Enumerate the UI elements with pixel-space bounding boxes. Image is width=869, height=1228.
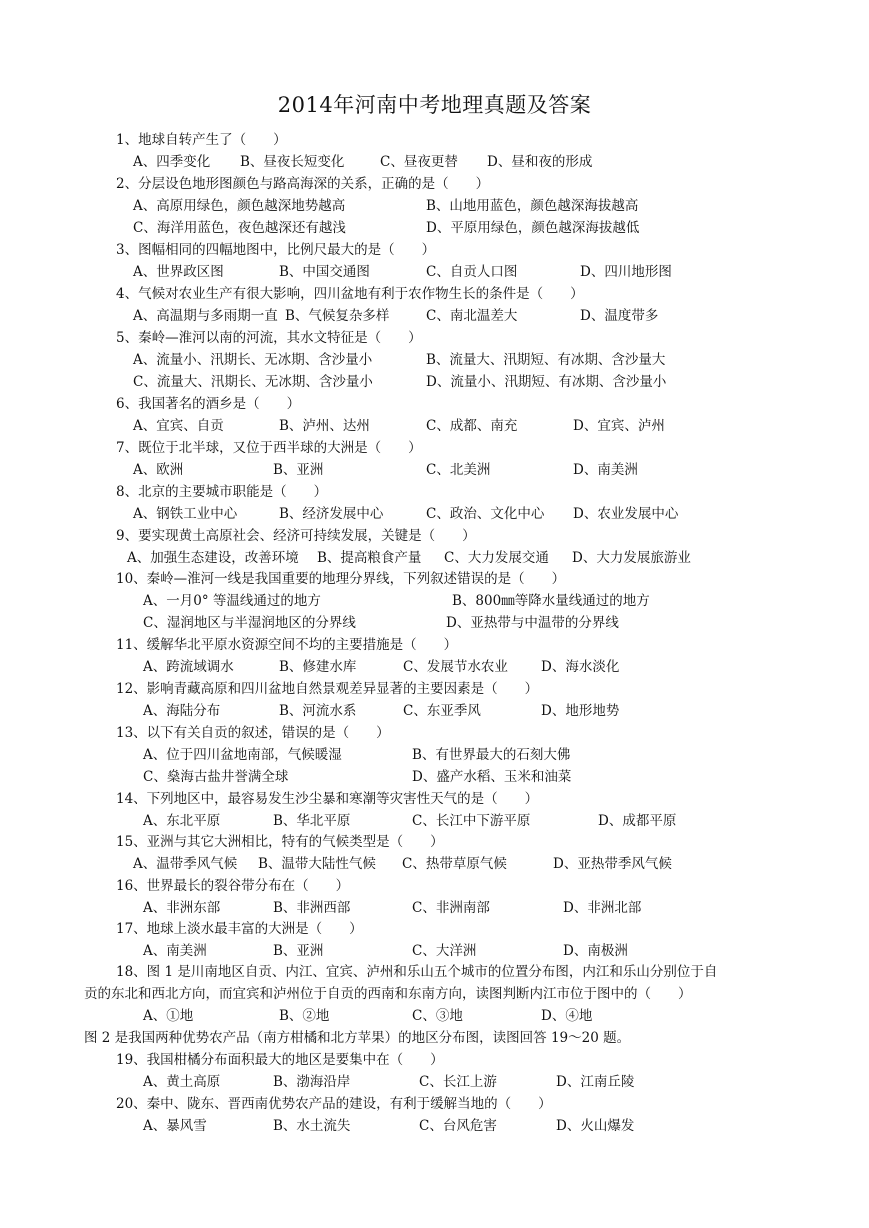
option: B、有世界最大的石刻大佛 — [412, 747, 571, 763]
option: C、长江上游 — [419, 1074, 497, 1090]
option: C、非洲南部 — [412, 900, 490, 916]
option: C、长江中下游平原 — [412, 813, 531, 829]
question-stem: 20、秦中、陇东、晋西南优势农产品的建设，有利于缓解当地的（ ） — [116, 1096, 552, 1112]
question-stem: 13、以下有关自贡的叙述，错误的是（ ） — [116, 725, 390, 741]
option: A、一月0° 等温线通过的地方 — [143, 593, 321, 609]
option: D、地形地势 — [541, 703, 620, 719]
option: A、四季变化 — [133, 154, 211, 170]
option: D、南美洲 — [573, 462, 638, 478]
option: D、火山爆发 — [556, 1118, 635, 1134]
option: C、湿润地区与半湿润地区的分界线 — [143, 615, 356, 631]
option: D、四川地形图 — [580, 264, 672, 280]
question-stem: 16、世界最长的裂谷带分布在（ ） — [116, 878, 350, 894]
option: C、大力发展交通 — [444, 550, 549, 566]
option: A、东北平原 — [143, 813, 221, 829]
option: C、自贡人口图 — [426, 264, 518, 280]
question-stem: 7、既位于北半球，又位于西半球的大洲是（ ） — [116, 440, 422, 456]
option: C、东亚季风 — [403, 703, 481, 719]
question-stem: 3、图幅相同的四幅地图中，比例尺最大的是（ ） — [116, 242, 436, 258]
option: A、高原用绿色，颜色越深地势越高 — [133, 198, 346, 214]
option: D、成都平原 — [598, 813, 677, 829]
option: B、华北平原 — [273, 813, 351, 829]
option: B、中国交通图 — [279, 264, 370, 280]
option: D、非洲北部 — [563, 900, 642, 916]
option: B、流量大、汛期短、有冰期、含沙量大 — [426, 352, 666, 368]
option: C、成都、南充 — [426, 418, 518, 434]
option: D、平原用绿色，颜色越深海拔越低 — [426, 220, 640, 236]
option: B、水土流失 — [273, 1118, 351, 1134]
question-stem: 2、分层设色地形图颜色与路高海深的关系，正确的是（ ） — [116, 176, 490, 192]
option: D、④地 — [541, 1008, 593, 1024]
option: D、大力发展旅游业 — [572, 550, 691, 566]
option: A、黄土高原 — [143, 1074, 221, 1090]
option: D、南极洲 — [563, 943, 628, 959]
option: C、北美洲 — [426, 462, 491, 478]
option: D、亚热带季风气候 — [553, 856, 672, 872]
option: A、跨流域调水 — [143, 659, 234, 675]
option: C、流量大、汛期长、无冰期、含沙量小 — [133, 374, 373, 390]
option: C、燊海古盐井誉满全球 — [143, 769, 289, 785]
option: B、昼夜长短变化 — [240, 154, 345, 170]
question-stem: 9、要实现黄土高原社会、经济可持续发展，关键是（ ） — [116, 528, 476, 544]
option: C、热带草原气候 — [402, 856, 507, 872]
option: C、发展节水农业 — [403, 659, 508, 675]
option: B、修建水库 — [279, 659, 357, 675]
question-stem-line: 18、图 1 是川南地区自贡、内江、宜宾、泸州和乐山五个城市的位置分布图，内江和乐山分别位于自 — [116, 964, 718, 980]
option: A、①地 — [143, 1008, 194, 1024]
option: B、温带大陆性气候 — [258, 856, 376, 872]
option: B、泸州、达州 — [279, 418, 370, 434]
option: A、流量小、汛期长、无冰期、含沙量小 — [133, 352, 373, 368]
option: A、温带季风气候 — [133, 856, 238, 872]
question-stem: 4、气候对农业生产有很大影响，四川盆地有利于农作物生长的条件是（ ） — [116, 286, 584, 302]
option: C、③地 — [412, 1008, 463, 1024]
option: D、宜宾、泸州 — [573, 418, 665, 434]
option: C、昼夜更替 — [380, 154, 458, 170]
option: A、欧洲 — [133, 462, 184, 478]
option: D、江南丘陵 — [556, 1074, 635, 1090]
option: C、大洋洲 — [412, 943, 477, 959]
option: A、暴风雪 — [143, 1118, 207, 1134]
option: B、经济发展中心 — [279, 506, 384, 522]
option: D、流量小、汛期短、有冰期、含沙量小 — [426, 374, 667, 390]
option: D、农业发展中心 — [573, 506, 679, 522]
option: B、亚洲 — [273, 943, 324, 959]
option: B、渤海沿岸 — [273, 1074, 351, 1090]
option: B、800㎜等降水量线通过的地方 — [452, 593, 650, 609]
question-stem: 5、秦岭—淮河以南的河流，其水文特征是（ ） — [116, 330, 422, 346]
option: A、海陆分布 — [143, 703, 221, 719]
option: C、南北温差大 — [426, 308, 518, 324]
section-intro: 图 2 是我国两种优势农产品（南方柑橘和北方苹果）的地区分布图，读图回答 19～20 题。 — [84, 1030, 631, 1046]
option: B、非洲西部 — [273, 900, 351, 916]
question-stem: 1、地球自转产生了（ ） — [116, 132, 287, 148]
option: B、河流水系 — [279, 703, 357, 719]
option: A、高温期与多雨期一直 — [133, 308, 278, 324]
question-stem: 14、下列地区中，最容易发生沙尘暴和寒潮等灾害性天气的是（ ） — [116, 791, 539, 807]
question-stem: 15、亚洲与其它大洲相比，特有的气候类型是（ ） — [116, 834, 444, 850]
question-stem: 19、我国柑橘分布面积最大的地区是要集中在（ ） — [116, 1052, 444, 1068]
option: B、山地用蓝色，颜色越深海拔越高 — [426, 198, 639, 214]
option: C、台风危害 — [419, 1118, 497, 1134]
question-stem: 8、北京的主要城市职能是（ ） — [116, 484, 328, 500]
option: D、盛产水稻、玉米和油菜 — [412, 769, 572, 785]
question-stem: 17、地球上淡水最丰富的大洲是（ ） — [116, 921, 363, 937]
option: D、昼和夜的形成 — [487, 154, 593, 170]
option: A、位于四川盆地南部，气候暖湿 — [143, 747, 342, 763]
page-title: 2014年河南中考地理真题及答案 — [277, 93, 592, 117]
option: D、海水淡化 — [541, 659, 620, 675]
option: B、②地 — [279, 1008, 330, 1024]
option: D、亚热带与中温带的分界线 — [446, 615, 619, 631]
option: D、温度带多 — [580, 308, 659, 324]
option: B、提高粮食产量 — [317, 550, 422, 566]
question-stem: 11、缓解华北平原水资源空间不均的主要措施是（ ） — [116, 637, 458, 653]
question-stem: 12、影响青藏高原和四川盆地自然景观差异显著的主要因素是（ ） — [116, 681, 539, 697]
option: B、气候复杂多样 — [285, 308, 390, 324]
option: A、南美洲 — [143, 943, 207, 959]
option: A、加强生态建设，改善环境 — [127, 550, 299, 566]
question-stem-line: 贡的东北和西北方向，而宜宾和泸州位于自贡的西南和东南方向，读图判断内江市位于图中的（ ） — [84, 986, 692, 1002]
option: A、世界政区图 — [133, 264, 224, 280]
option: C、海洋用蓝色，夜色越深还有越浅 — [133, 220, 346, 236]
option: C、政治、文化中心 — [426, 506, 545, 522]
question-stem: 6、我国著名的酒乡是（ ） — [116, 396, 301, 412]
option: B、亚洲 — [273, 462, 324, 478]
option: A、非洲东部 — [143, 900, 221, 916]
question-stem: 10、秦岭—淮河一线是我国重要的地理分界线，下列叙述错误的是（ ） — [116, 571, 566, 587]
option: A、宜宾、自贡 — [133, 418, 224, 434]
option: A、钢铁工业中心 — [133, 506, 238, 522]
